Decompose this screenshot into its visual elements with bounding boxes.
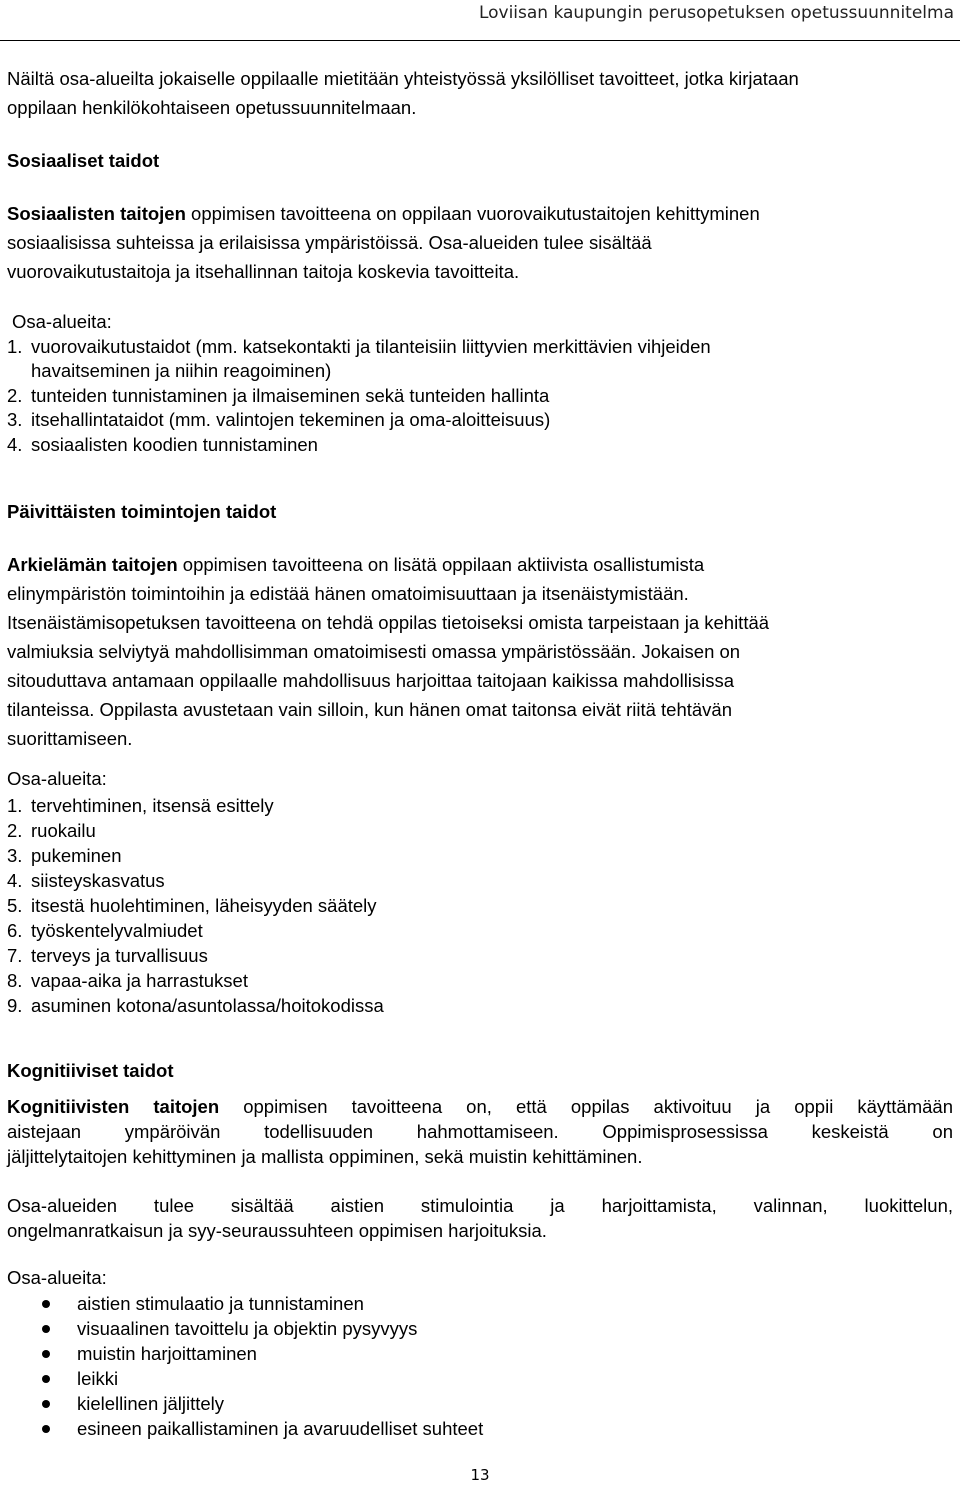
- list-item: [7, 793, 953, 818]
- daily-subheading: Osa-alueita:: [7, 768, 107, 789]
- item-number: 2.: [7, 820, 23, 841]
- item-number: 4.: [7, 870, 23, 891]
- list-item: aistien stimulaatio ja tunnistaminen: [7, 1291, 953, 1316]
- item-text: vapaa-aika ja harrastukset: [31, 970, 248, 991]
- cognitive-p2-line-1: Osa-alueiden tulee sisältää aistien stimulointia ja harjoittamista, valinnan, luokittelun,: [7, 1195, 953, 1216]
- list-item: esineen paikallistaminen ja avaruudelliset suhteet: [7, 1416, 953, 1441]
- daily-heading: Päivittäisten toimintojen taidot: [7, 501, 277, 522]
- item-text: itsehallintataidot (mm. valintojen tekeminen ja oma-aloitteisuus): [31, 409, 551, 430]
- list-item: [7, 384, 953, 409]
- item-number: 3.: [7, 409, 23, 430]
- cognitive-heading: Kognitiiviset taidot: [7, 1060, 174, 1081]
- daily-line-2: elinympäristön toimintoihin ja edistää hänen omatoimisuuttaan ja itsenäistymistään.: [7, 583, 689, 604]
- list-item: [7, 408, 953, 433]
- social-line-3: vuorovaikutustaitoja ja itsehallinnan taitoja koskevia tavoitteita.: [7, 261, 520, 282]
- list-item: [7, 335, 953, 384]
- item-number: 4.: [7, 433, 23, 455]
- social-heading: Sosiaaliset taidot: [7, 150, 160, 171]
- intro-paragraph: [7, 64, 953, 122]
- list-item: [7, 968, 953, 993]
- item-text: tervehtiminen, itsensä esittely: [31, 795, 274, 816]
- cognitive-line-1: oppimisen tavoitteena on, että oppilas aktivoituu ja oppii käyttämään: [219, 1096, 953, 1117]
- page-body: [7, 64, 953, 1441]
- list-item: leikki: [7, 1366, 953, 1391]
- intro-line-2: oppilaan henkilökohtaiseen opetussuunnitelmaan.: [7, 97, 417, 118]
- item-number: 3.: [7, 845, 23, 866]
- daily-lead: Arkielämän taitojen: [7, 554, 178, 575]
- list-item: kielellinen jäljittely: [7, 1391, 953, 1416]
- cognitive-paragraph-2: [7, 1193, 953, 1243]
- item-text: tunteiden tunnistaminen ja ilmaiseminen sekä tunteiden hallinta: [31, 384, 550, 406]
- document-title: Loviisan kaupungin perusopetuksen opetussuunnitelma: [478, 3, 954, 23]
- item-number: 6.: [7, 920, 23, 941]
- social-subheading: Osa-alueita:: [12, 311, 112, 332]
- list-item: [7, 818, 953, 843]
- item-text: sosiaalisten koodien tunnistaminen: [31, 433, 318, 455]
- item-number: 7.: [7, 945, 23, 966]
- intro-line-1: Näiltä osa-alueilta jokaiselle oppilaalle mietitään yhteistyössä yksilölliset tavoitteet, jotka kirjataan: [7, 68, 799, 89]
- social-line-1: oppimisen tavoitteena on oppilaan vuorovaikutustaitojen kehittyminen: [185, 203, 760, 224]
- list-item: visuaalinen tavoittelu ja objektin pysyvyys: [7, 1316, 953, 1341]
- daily-line-4: valmiuksia selviytyä mahdollisimman omatoimisesti omassa ympäristössään. Jokaisen on: [7, 641, 741, 662]
- list-item: muistin harjoittaminen: [7, 1341, 953, 1366]
- daily-line-1: oppimisen tavoitteena on lisätä oppilaan aktiivista osallistumista: [177, 554, 705, 575]
- social-paragraph: [7, 199, 953, 286]
- item-text: työskentelyvalmiudet: [31, 920, 203, 941]
- cognitive-line-2: aistejaan ympäröivän todellisuuden hahmottamiseen. Oppimisprosessissa keskeistä on: [7, 1121, 953, 1142]
- daily-list: [7, 793, 953, 1018]
- list-item: [7, 918, 953, 943]
- page-header: [0, 0, 960, 41]
- list-item: [7, 868, 953, 893]
- daily-line-5: sitouduttava antamaan oppilaalle mahdollisuus harjoittaa taitojaan kaikissa mahdollisissa: [7, 670, 735, 691]
- list-item: [7, 433, 953, 458]
- item-text: itsestä huolehtiminen, läheisyyden säätely: [31, 895, 377, 916]
- daily-line-3: Itsenäistämisopetuksen tavoitteena on tehdä oppilas tietoiseksi omista tarpeistaan ja kehittää: [7, 612, 770, 633]
- cognitive-paragraph: [7, 1094, 953, 1169]
- item-number: 1.: [7, 795, 23, 816]
- item-text: terveys ja turvallisuus: [31, 945, 208, 966]
- list-item: [7, 993, 953, 1018]
- item-number: 1.: [7, 335, 23, 357]
- item-number: 5.: [7, 895, 23, 916]
- list-item: [7, 843, 953, 868]
- social-lead: Sosiaalisten taitojen: [7, 203, 186, 224]
- list-item: [7, 893, 953, 918]
- page-number: 13: [470, 1466, 490, 1484]
- item-text: pukeminen: [31, 845, 122, 866]
- list-item: [7, 943, 953, 968]
- item-number: 8.: [7, 970, 23, 991]
- item-number: 2.: [7, 384, 23, 406]
- social-line-2: sosiaalisissa suhteissa ja erilaisissa ympäristöissä. Osa-alueiden tulee sisältää: [7, 232, 652, 253]
- item-text: ruokailu: [31, 820, 96, 841]
- cognitive-subheading: Osa-alueita:: [7, 1267, 107, 1288]
- social-list: [7, 335, 953, 458]
- cognitive-line-3: jäljittelytaitojen kehittyminen ja mallista oppiminen, sekä muistin kehittäminen.: [7, 1146, 643, 1167]
- cognitive-list: [7, 1291, 953, 1441]
- cognitive-p2-line-2: ongelmanratkaisun ja syy-seuraussuhteen oppimisen harjoituksia.: [7, 1220, 547, 1241]
- item-number: 9.: [7, 995, 23, 1016]
- cognitive-lead: Kognitiivisten taitojen: [7, 1096, 220, 1117]
- daily-line-7: suorittamiseen.: [7, 728, 133, 749]
- item-text: vuorovaikutustaidot (mm. katsekontakti ja tilanteisiin liittyvien merkittävien vihjeiden havaitseminen ja niihin reagoiminen): [31, 335, 711, 381]
- cognitive-line-1-wrap: [7, 1094, 953, 1119]
- item-text: asuminen kotona/asuntolassa/hoitokodissa: [31, 995, 384, 1016]
- daily-paragraph: [7, 550, 953, 753]
- item-text: siisteyskasvatus: [31, 870, 165, 891]
- daily-line-6: tilanteissa. Oppilasta avustetaan vain silloin, kun hänen omat taitonsa eivät riitä tehtävän: [7, 699, 733, 720]
